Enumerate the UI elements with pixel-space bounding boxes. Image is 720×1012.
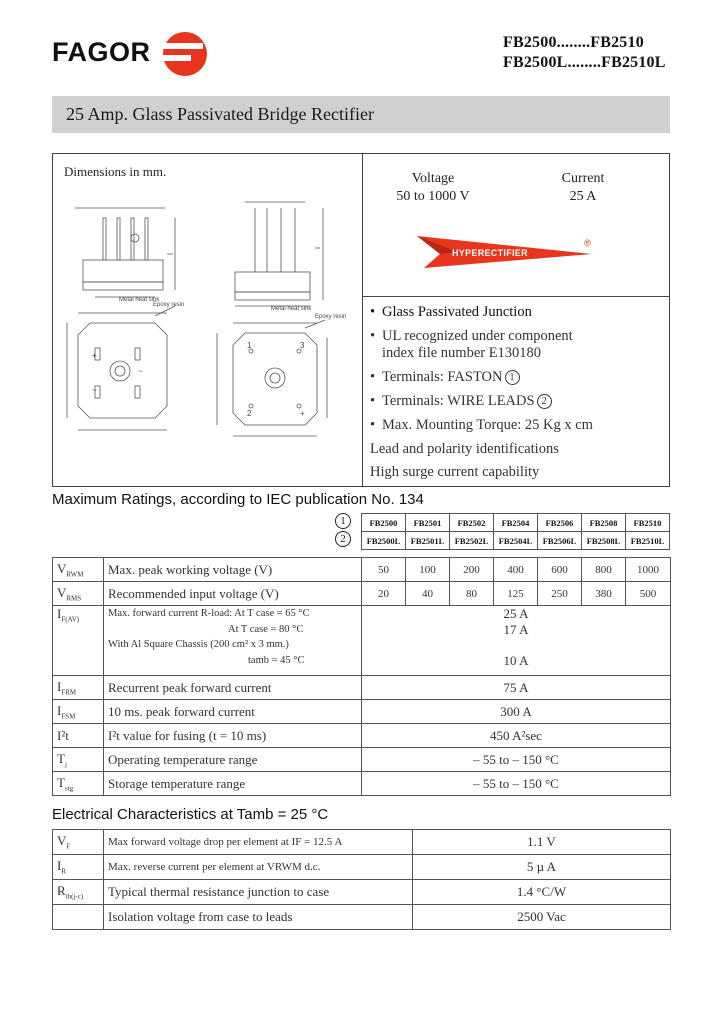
side-view-faston-drawing [75,208,175,297]
symbol-cell: $I_{FRM}$ [53,676,104,700]
svg-text:2: 2 [247,409,252,418]
symbol-cell: $T_{stg}$ [53,772,104,796]
description-cell: I²t value for fusing (t = 10 ms) [104,724,362,748]
value-cell: 380 [582,582,626,606]
value-cell: 400 [494,558,538,582]
value-cell: 125 [494,582,538,606]
symbol-cell: $V_F$ [53,830,104,855]
feature-item: • Glass Passivated Junction [370,304,532,320]
model-cell: FB2504L [494,532,538,550]
model-header-table [361,513,670,550]
value-cell: 1.4 °C/W [413,880,671,905]
table-row [53,772,671,796]
side-view-wire-drawing [235,202,323,306]
model-cell: FB2508L [582,532,626,550]
table-row [53,676,671,700]
value-cell: 2500 Vac [413,905,671,930]
brand-name: FAGOR [52,37,151,67]
current-label: Current [561,171,605,186]
marker-2-icon: 2 [537,394,552,409]
model-cell: FB2500 [362,514,406,532]
symbol-cell: $R_{th(j-c)}$ [53,880,104,905]
value-cell: 200 [450,558,494,582]
svg-text:~: ~ [92,386,97,395]
table-row [53,905,671,930]
value-cell: 25 A 17 A 10 A [362,606,671,676]
value-cell: 50 [362,558,406,582]
value-cell: 1.1 V [413,830,671,855]
table-row [53,558,671,582]
part-range-faston: FB2500........FB2510 [503,34,644,51]
model-cell: FB2510L [626,532,670,550]
value-cell: 40 [406,582,450,606]
title-bar [52,96,670,133]
model-cell: FB2500L [362,532,406,550]
fagor-logo [52,30,222,78]
model-cell: FB2501L [406,532,450,550]
model-cell: FB2504 [494,514,538,532]
value-cell: 450 A²sec [362,724,671,748]
symbol-cell: $V_{RWM}$ [53,558,104,582]
model-cell: FB2510 [626,514,670,532]
symbol-cell: $I_{FSM}$ [53,700,104,724]
model-cell: FB2506 [538,514,582,532]
vertical-divider [362,154,363,486]
hyperectifier-text: HYPERECTIFIER [452,248,528,258]
table-row [53,748,671,772]
heat-sink-label-2: Metal heat sink [271,306,312,312]
horizontal-divider [362,296,670,297]
description-cell: Storage temperature range [104,772,362,796]
epoxy-resin-label-1: Epoxy resin [153,302,185,308]
voltage-label: Voltage [411,171,455,186]
feature-item: • UL recognized under component [370,328,573,344]
value-cell: 250 [538,582,582,606]
symbol-cell: $I_{F(AV)}$ [53,606,104,676]
model-cell: FB2506L [538,532,582,550]
value-cell: 600 [538,558,582,582]
model-cell: FB2508 [582,514,626,532]
table-row [53,724,671,748]
value-cell: – 55 to – 150 °C [362,772,671,796]
max-ratings-table [52,557,671,796]
value-cell: 1000 [626,558,671,582]
description-cell: Isolation voltage from case to leads [104,905,413,930]
table-row [53,855,671,880]
feature-item-continued: index file number E130180 [382,345,542,361]
max-ratings-title: Maximum Ratings, according to IEC publication No. 134 [52,491,424,508]
electrical-title: Electrical Characteristics at Tamb = 25 °C [52,806,329,823]
value-cell: 300 A [362,700,671,724]
value-cell: 500 [626,582,671,606]
description-cell: Operating temperature range [104,748,362,772]
symbol-cell [53,905,104,930]
fagor-logo-icon [156,30,208,78]
description-cell: Max. reverse current per element at VRWM d.c. [104,855,413,880]
value-cell: 100 [406,558,450,582]
description-cell: 10 ms. peak forward current [104,700,362,724]
value-cell: 80 [450,582,494,606]
description-cell: Typical thermal resistance junction to case [104,880,413,905]
feature-item: • Max. Mounting Torque: 25 Kg x cm [370,417,593,433]
epoxy-resin-label-2: Epoxy resin [315,314,347,320]
svg-text:3: 3 [300,341,305,350]
table-row [53,700,671,724]
voltage-value: 50 to 1000 V [396,189,470,204]
symbol-cell: $V_{RMS}$ [53,582,104,606]
model-cell: FB2502L [450,532,494,550]
top-view-faston-drawing [67,306,175,430]
svg-text:1: 1 [247,341,252,350]
description-cell: Recommended input voltage (V) [104,582,362,606]
svg-text:+: + [92,351,97,360]
value-cell: 5 µ A [413,855,671,880]
description-cell: Recurrent peak forward current [104,676,362,700]
model-cell: FB2501 [406,514,450,532]
page-title: 25 Amp. Glass Passivated Bridge Rectifier [66,104,374,124]
symbol-cell: I²t [53,724,104,748]
feature-item: Lead and polarity identifications [370,441,559,457]
package-dimension-drawings [55,188,360,484]
heat-sink-label-1: Metal heat sink [119,297,160,303]
table-row [53,582,671,606]
feature-item: • Terminals: WIRE LEADS 2 [370,393,552,410]
feature-item: High surge current capability [370,464,540,480]
marker-faston-icon: 1 [335,513,351,529]
value-cell: – 55 to – 150 °C [362,748,671,772]
dimensions-caption: Dimensions in mm. [64,164,167,179]
symbol-cell: $I_R$ [53,855,104,880]
part-range-wire-leads: FB2500L........FB2510L [503,54,666,71]
symbol-cell: $T_j$ [53,748,104,772]
value-cell: 20 [362,582,406,606]
electrical-table [52,829,671,930]
model-cell: FB2502 [450,514,494,532]
description-cell: Max. peak working voltage (V) [104,558,362,582]
description-cell: Max forward voltage drop per element at IF = 12.5 A [104,830,413,855]
table-row [53,830,671,855]
table-row [53,880,671,905]
svg-text:~: ~ [138,367,143,376]
value-cell: 800 [582,558,626,582]
marker-1-icon: 1 [505,370,520,385]
description-cell: Max. forward current R-load: At T case = 65 °C At T case = 80 °C With Al Square Chassis (200 cm² x 3 mm.) tamb = 45 °C [104,606,362,676]
table-row [53,606,671,676]
current-value: 25 A [569,189,597,204]
feature-item: • Terminals: FASTON 1 [370,369,520,386]
registered-mark: ® [584,238,591,248]
marker-wire-icon: 2 [335,531,351,547]
top-view-wire-drawing [217,320,327,436]
svg-text:+: + [300,409,305,418]
value-cell: 75 A [362,676,671,700]
